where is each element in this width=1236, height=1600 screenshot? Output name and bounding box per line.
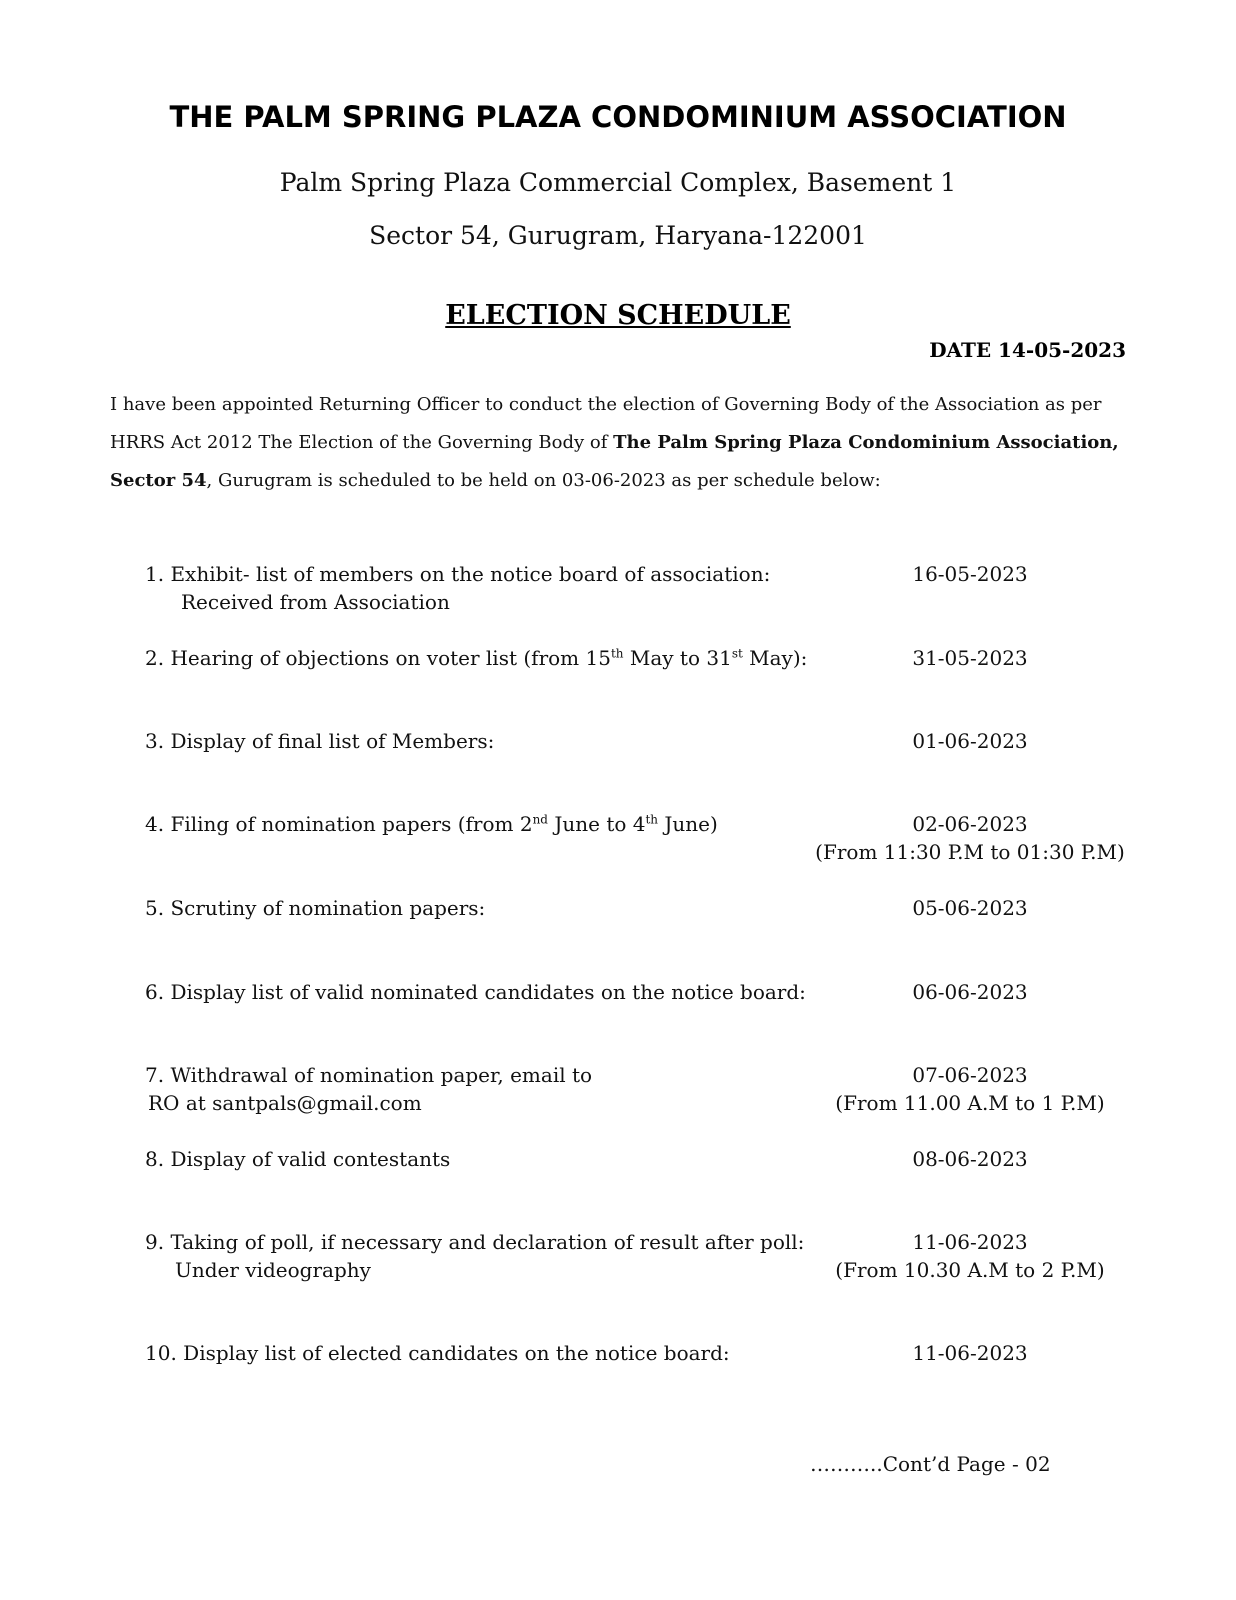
schedule-item-4-date-cell [810, 810, 1130, 866]
schedule-item-7 [145, 1061, 835, 1117]
schedule-item-1-date: 16-05-2023 [912, 562, 1028, 586]
schedule-item-4-sup-b: th [645, 812, 659, 827]
address-line-1: Palm Spring Plaza Commercial Complex, Basement 1 [279, 168, 957, 197]
schedule-item-6-date: 06-06-2023 [912, 980, 1028, 1004]
schedule-item-8-date-cell [810, 1145, 1130, 1173]
schedule-item-9-text: 9. Taking of poll, if necessary and declaration of result after poll: [145, 1230, 805, 1254]
intro-paragraph [110, 386, 1130, 500]
schedule-item-1-text: 1. Exhibit- list of members on the notice board of association: [145, 562, 771, 586]
schedule-item-9-subtext: Under videography [175, 1258, 371, 1282]
schedule-item-2-text-a: 2. Hearing of objections on voter list (from 15 [145, 646, 611, 670]
schedule-item-4-text-c: June) [658, 812, 718, 836]
schedule-item-6 [145, 978, 835, 1006]
schedule-item-4 [145, 810, 835, 838]
schedule-item-3-date: 01-06-2023 [912, 729, 1028, 753]
schedule-item-3-date-cell [810, 727, 1130, 755]
schedule-item-9-date: 11-06-2023 [912, 1230, 1028, 1254]
schedule-item-2-date: 31-05-2023 [912, 646, 1028, 670]
schedule-item-4-text-a: 4. Filing of nomination papers (from 2 [145, 812, 533, 836]
schedule-item-8 [145, 1145, 835, 1173]
schedule-item-6-text: 6. Display list of valid nominated candidates on the notice board: [145, 980, 806, 1004]
schedule-item-1-date-cell [810, 560, 1130, 588]
schedule-item-10-text: 10. Display list of elected candidates on the notice board: [145, 1341, 730, 1365]
document-title: ELECTION SCHEDULE [445, 300, 791, 331]
schedule-item-5-text: 5. Scrutiny of nomination papers: [145, 896, 486, 920]
schedule-item-9-date-cell [810, 1228, 1130, 1284]
schedule-item-5-date: 05-06-2023 [912, 896, 1028, 920]
schedule-item-7-subtext: RO at santpals@gmail.com [148, 1091, 422, 1115]
schedule-item-2-text-b: May to 31 [623, 646, 732, 670]
schedule-item-10-date: 11-06-2023 [912, 1341, 1028, 1365]
schedule-item-2-text-c: May): [742, 646, 808, 670]
schedule-item-8-date: 08-06-2023 [912, 1147, 1028, 1171]
intro-text-1: I have been appointed Returning Officer to conduct the election of Governing Body of the Association as per HRRS Act 2012 The Election of the Governing Body of [110, 394, 1102, 453]
address-line-2: Sector 54, Gurugram, Haryana-122001 [369, 221, 867, 250]
schedule-item-7-date: 07-06-2023 [912, 1063, 1028, 1087]
organization-name: THE PALM SPRING PLAZA CONDOMINIUM ASSOCIATION [169, 100, 1067, 134]
schedule-item-10 [145, 1339, 835, 1367]
schedule-item-2-date-cell [810, 644, 1130, 672]
schedule-item-5-date-cell [810, 894, 1130, 922]
schedule-item-4-time: (From 11:30 P.M to 01:30 P.M) [815, 840, 1125, 864]
intro-bold-association: The Palm Spring Plaza Condominium Association, Sector 54 [110, 432, 1119, 491]
schedule-item-2-sup-a: th [610, 646, 624, 661]
schedule-item-7-date-cell [810, 1061, 1130, 1117]
schedule-item-2-sup-b: st [731, 646, 743, 661]
schedule-item-9-time: (From 10.30 A.M to 2 P.M) [835, 1258, 1105, 1282]
schedule-item-7-time: (From 11.00 A.M to 1 P.M) [835, 1091, 1105, 1115]
continued-page-note: ………..Cont’d Page - 02 [810, 1452, 1051, 1476]
schedule-item-4-sup-a: nd [532, 812, 548, 827]
schedule-item-5 [145, 894, 835, 922]
schedule-item-4-date: 02-06-2023 [912, 812, 1028, 836]
schedule-item-1 [145, 560, 835, 616]
schedule-item-3 [145, 727, 835, 755]
schedule-item-8-text: 8. Display of valid contestants [145, 1147, 451, 1171]
schedule-item-10-date-cell [810, 1339, 1130, 1367]
schedule-item-7-text: 7. Withdrawal of nomination paper, email to [145, 1063, 593, 1087]
schedule-item-6-date-cell [810, 978, 1130, 1006]
schedule-item-3-text: 3. Display of final list of Members: [145, 729, 495, 753]
schedule-item-2 [145, 644, 835, 672]
schedule-item-4-text-b: June to 4 [547, 812, 646, 836]
document-date: DATE 14-05-2023 [929, 338, 1126, 362]
schedule-item-9 [145, 1228, 835, 1284]
schedule-item-1-subtext: Received from Association [181, 590, 450, 614]
intro-text-2: , Gurugram is scheduled to be held on 03-06-2023 as per schedule below: [206, 470, 881, 491]
